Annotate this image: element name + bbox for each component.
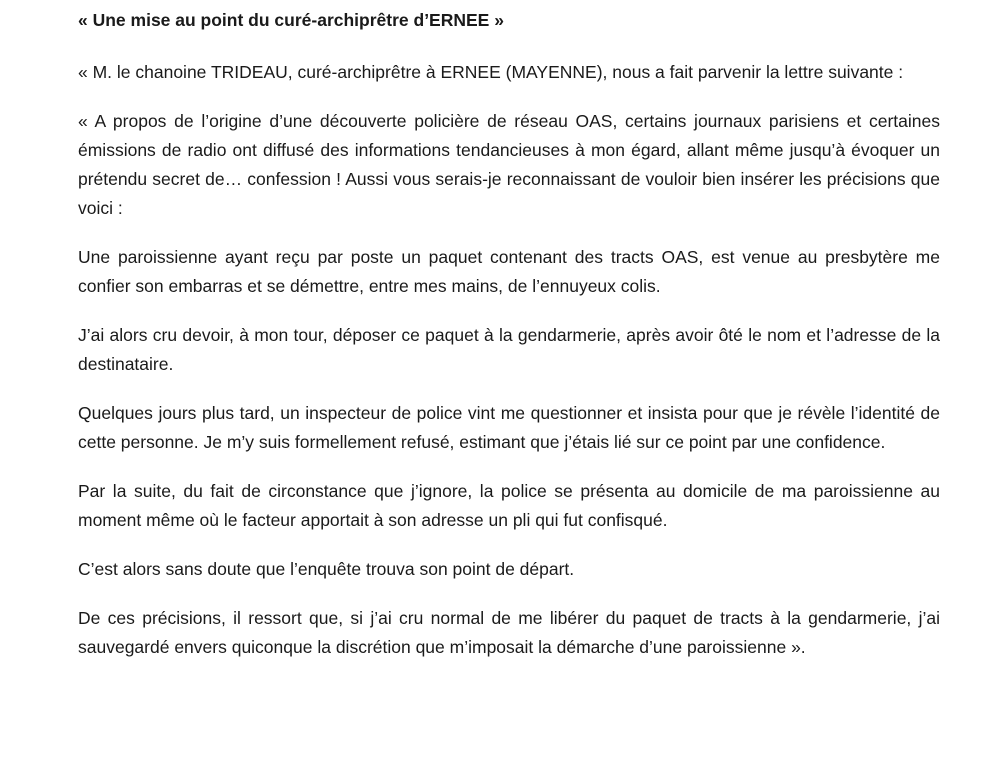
paragraph-police-visit: Par la suite, du fait de circonstance que j’ignore, la police se présenta au domicile de ma paroissienne au moment même où le facteur apportait à son adresse un pli qui fut confisqué. [78, 481, 940, 530]
paragraph-letter-opening: « A propos de l’origine d’une découverte policière de réseau OAS, certains journaux parisiens et certaines émissions de radio ont diffusé des informations tendancieuses à mon égard, allant même jusqu’à évoquer un prétendu secret de… confession ! Aussi vous serais-je reconnaissant de vouloir bien insérer les précisions que voici : [78, 111, 940, 218]
paragraph-gendarmerie: J’ai alors cru devoir, à mon tour, déposer ce paquet à la gendarmerie, après avoir ôté le nom et l’adresse de la destinataire. [78, 325, 940, 374]
paragraph-intro: « M. le chanoine TRIDEAU, curé-archiprêtre à ERNEE (MAYENNE), nous a fait parvenir la lettre suivante : [78, 62, 904, 82]
document-title: « Une mise au point du curé-archiprêtre d’ERNEE » [78, 10, 504, 30]
paragraph-inspector: Quelques jours plus tard, un inspecteur de police vint me questionner et insista pour que je révèle l’identité de cette personne. Je m’y suis formellement refusé, estimant que j’étais lié sur ce point par une confidence. [78, 403, 940, 452]
document-page [78, 6, 940, 682]
paragraph-investigation: C’est alors sans doute que l’enquête trouva son point de départ. [78, 559, 575, 579]
paragraph-parishioner: Une paroissienne ayant reçu par poste un paquet contenant des tracts OAS, est venue au presbytère me confier son embarras et se démettre, entre mes mains, de l’ennuyeux colis. [78, 247, 940, 296]
paragraph-conclusion: De ces précisions, il ressort que, si j’ai cru normal de me libérer du paquet de tracts à la gendarmerie, j’ai sauvegardé envers quiconque la discrétion que m’imposait la démarche d’une paroissienne ». [78, 608, 940, 657]
